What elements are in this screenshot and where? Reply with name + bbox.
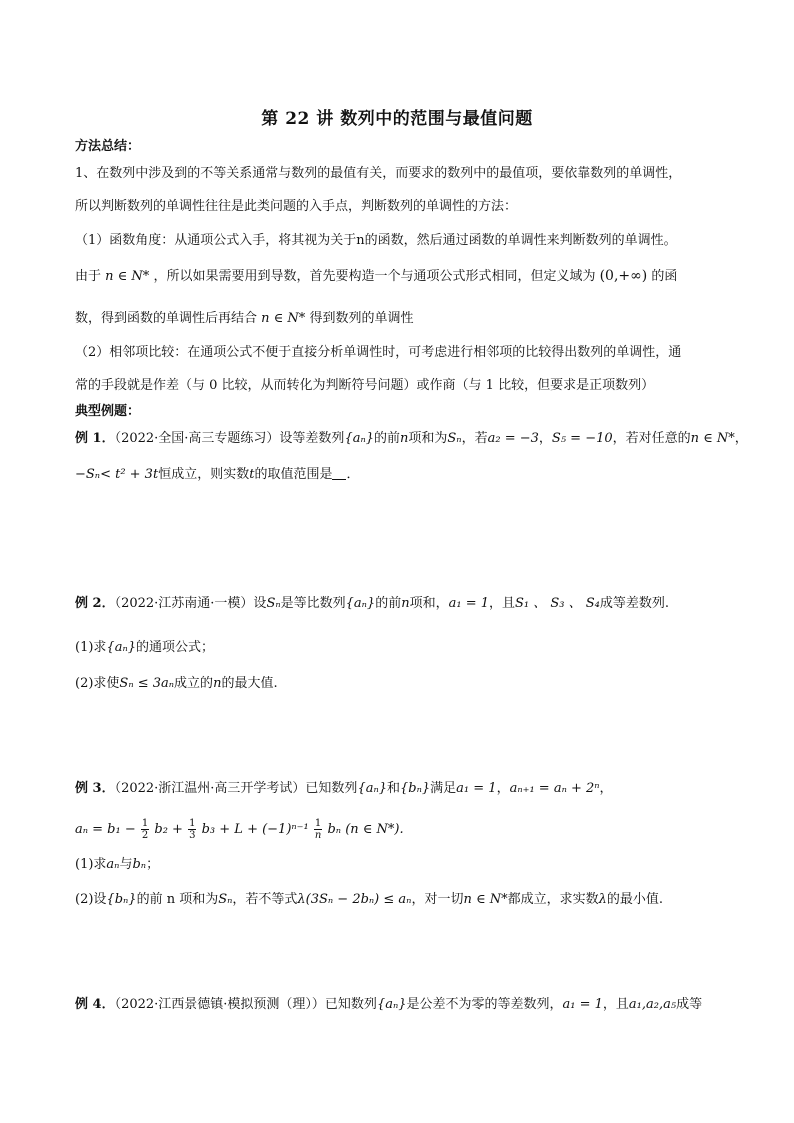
example-2-question-2: (2)求使Sₙ ≤ 3aₙ成立的n的最大值.: [75, 676, 278, 691]
example-2-question-1: (1)求{aₙ}的通项公式；: [75, 640, 214, 655]
method-para1-line2: 所以判断数列的单调性往往是此类问题的入手点，判断数列的单调性的方法：: [75, 199, 518, 214]
math-n-in-N2: n ∈ N*: [261, 311, 306, 326]
method-para2-line3: 数，得到函数的单调性后再结合 n ∈ N* 得到数列的单调性: [75, 311, 414, 326]
example-2-label: 例 2．: [75, 596, 115, 611]
example-1-label: 例 1．: [75, 431, 115, 446]
math-interval: (0,+∞): [599, 268, 648, 284]
method-para2-line1: （1）函数角度：从通项公式入手，将其视为关于n的函数，然后通过函数的单调性来判断数列的单调性。: [75, 233, 677, 248]
example-1-line1: 例 1．（2022·全国·高三专题练习）设等差数列{aₙ}的前n项和为Sₙ，若a₂ = −3，S₅ = −10，若对任意的n ∈ N*，: [75, 431, 748, 446]
example-3-label: 例 3．: [75, 781, 115, 796]
answer-blank: [332, 466, 346, 480]
method-para3-line1: （2）相邻项比较：在通项公式不便于直接分析单调性时，可考虑进行相邻项的比较得出数列的单调性，通: [75, 345, 682, 360]
example-2-line1: 例 2．（2022·江苏南通·一模）设Sₙ是等比数列{aₙ}的前n项和，a₁ = 1，且S₁ 、 S₃ 、 S₄成等差数列.: [75, 596, 670, 611]
fraction-1-2: $\frac{1}{2}$: [141, 818, 149, 841]
method-heading: 方法总结：: [75, 139, 141, 154]
example-3-question-2: (2)设{bₙ}的前 n 项和为Sₙ，若不等式λ(3Sₙ − 2bₙ) ≤ aₙ，对一切n ∈ N*都成立，求实数λ的最小值.: [75, 892, 663, 907]
example-4-label: 例 4．: [75, 997, 115, 1012]
fraction-1-3: $\frac{1}{3}$: [189, 818, 196, 841]
examples-heading: 典型例题：: [75, 404, 141, 419]
example-3-question-1: (1)求aₙ与bₙ；: [75, 857, 160, 872]
page-title: 第 22 讲 数列中的范围与最值问题: [261, 109, 533, 129]
example-3-line1: 例 3．（2022·浙江温州·高三开学考试）已知数列{aₙ}和{bₙ}满足a₁ = 1，aₙ₊₁ = aₙ + 2ⁿ，: [75, 781, 613, 796]
method-para2-line2: 由于 n ∈ N* ，所以如果需要用到导数，首先要构造一个与通项公式形式相同，但定义域为 (0,+∞) 的函: [75, 268, 678, 284]
example-1-line2: −Sₙ< t² + 3t恒成立，则实数t的取值范围是 ．: [75, 467, 360, 482]
fraction-1-n: $\frac{1}{n}$: [314, 818, 322, 841]
method-para1-line1: 1、在数列中涉及到的不等关系通常与数列的最值有关，而要求的数列中的最值项，要依靠数列的单调性，: [75, 166, 682, 181]
method-para3-line2: 常的手段就是作差（与 0 比较，从而转化为判断符号问题）或作商（与 1 比较，但要求是正项数列）: [75, 378, 655, 393]
example-4-line1: 例 4．（2022·江西景德镇·模拟预测（理））已知数列{aₙ}是公差不为零的等差数列，a₁ = 1，且a₁,a₂,a₅成等: [75, 997, 703, 1012]
math-n-in-N: n ∈ N*: [105, 269, 150, 284]
example-3-formula: aₙ = b₁ − $\frac{1}{2}$ b₂ + $\frac{1}{3}$ b₃ + L + (−1)ⁿ⁻¹ $\frac{1}{n}$ bₙ (n ∈ N*).: [75, 818, 404, 841]
